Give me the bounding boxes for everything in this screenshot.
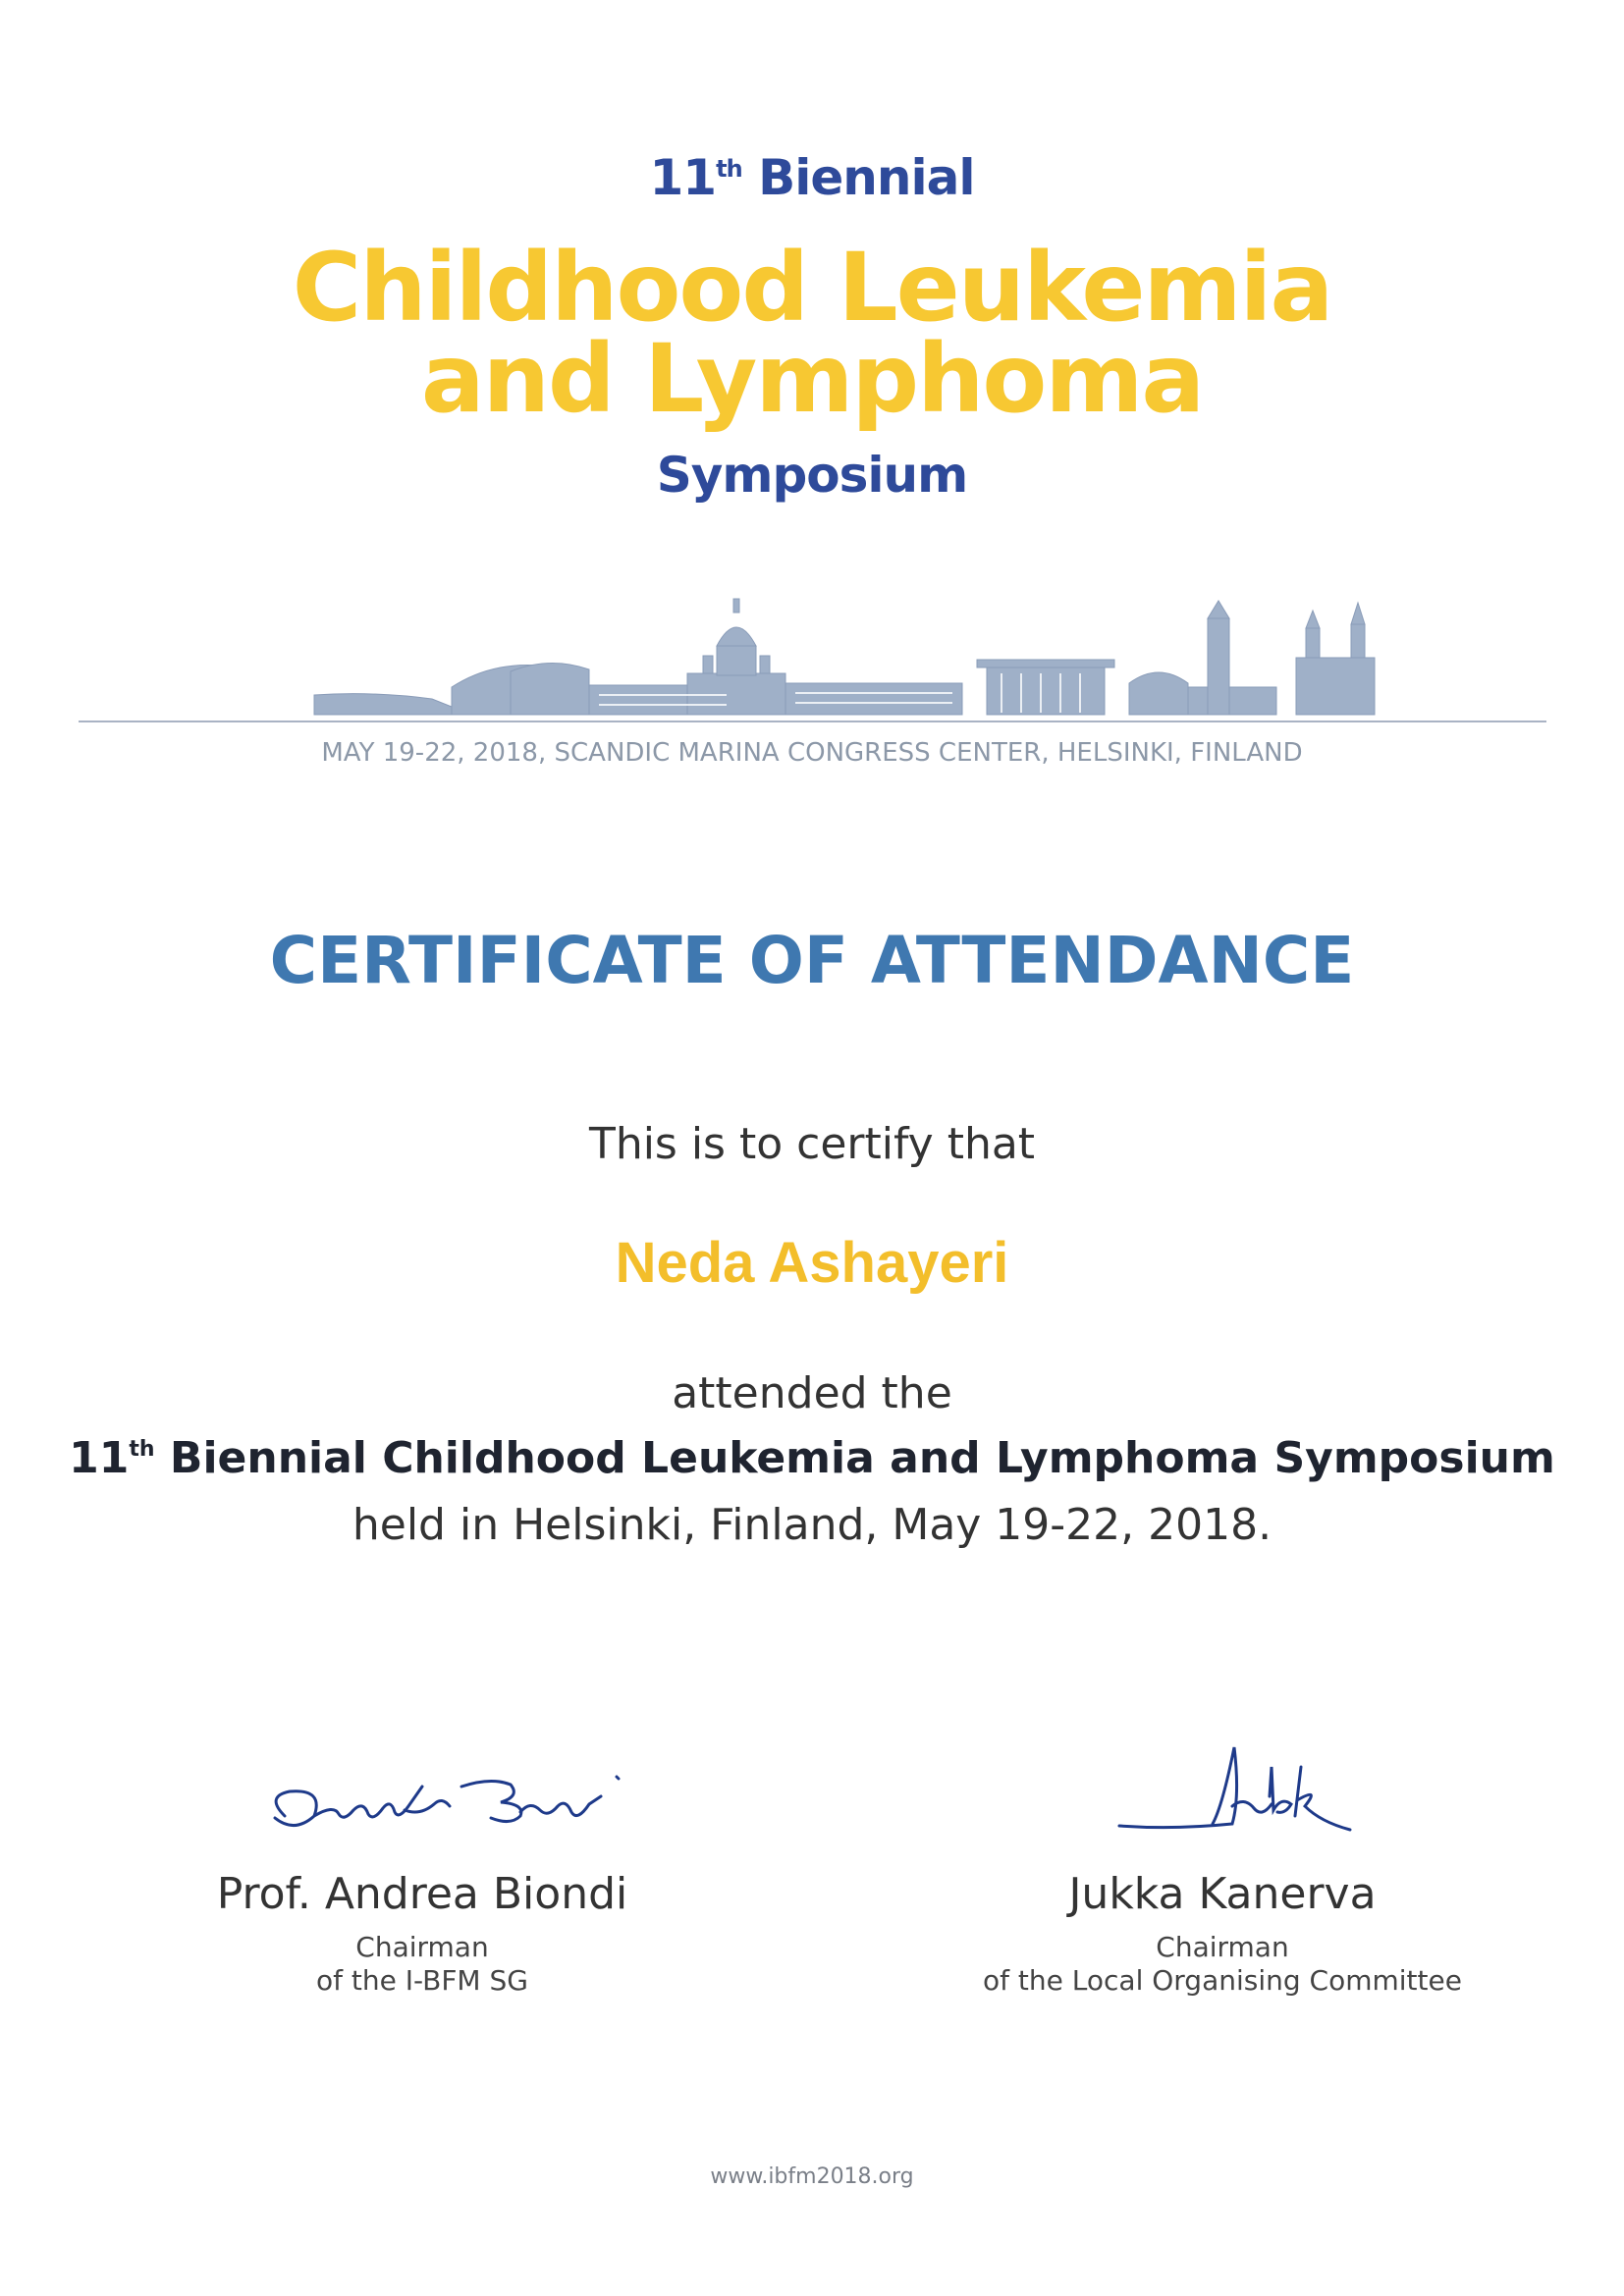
signature-biondi-icon: [177, 1757, 668, 1855]
edition-word: Biennial: [758, 149, 975, 206]
signatory-role-line2: of the I-BFM SG: [316, 1964, 528, 1997]
attended-text: attended the: [672, 1368, 952, 1418]
held-text: held in Helsinki, Finland, May 19-22, 2018.: [352, 1500, 1272, 1550]
event-number: 11: [69, 1433, 130, 1483]
signatory-role-line2: of the Local Organising Committee: [983, 1964, 1462, 1997]
signatory-kanerva: [879, 1728, 1566, 1998]
header-divider: [79, 721, 1546, 722]
signature-kanerva-icon: [1026, 1728, 1419, 1855]
venue-line: MAY 19-22, 2018, SCANDIC MARINA CONGRESS CENTER, HELSINKI, FINLAND: [321, 738, 1303, 768]
signatory-role: [79, 1931, 766, 1998]
certificate-title: CERTIFICATE OF ATTENDANCE: [269, 923, 1355, 998]
signatory-role: [879, 1931, 1566, 1998]
signatory-role-line1: Chairman: [355, 1931, 489, 1963]
edition-number: 11: [649, 149, 717, 206]
website-link[interactable]: www.ibfm2018.org: [710, 2164, 914, 2189]
signatory-biondi: [79, 1757, 766, 1998]
attendee-name: Neda Ashayeri: [615, 1231, 1009, 1295]
helsinki-skyline-icon: [79, 589, 1551, 726]
signatory-name: Jukka Kanerva: [1068, 1869, 1377, 1919]
signatory-name: Prof. Andrea Biondi: [216, 1869, 628, 1919]
event-title-line2: and Lymphoma: [420, 324, 1204, 434]
edition-suffix: th: [716, 155, 742, 183]
event-name: Biennial Childhood Leukemia and Lymphoma Symposium: [169, 1433, 1555, 1483]
event-suffix: th: [129, 1437, 155, 1462]
signatory-role-line1: Chairman: [1156, 1931, 1289, 1963]
event-title-line1: Childhood Leukemia: [292, 233, 1332, 343]
edition-heading: [0, 149, 1624, 206]
event-subtitle: Symposium: [656, 447, 968, 504]
certify-text: This is to certify that: [588, 1119, 1036, 1169]
event-name-line: [0, 1433, 1624, 1483]
